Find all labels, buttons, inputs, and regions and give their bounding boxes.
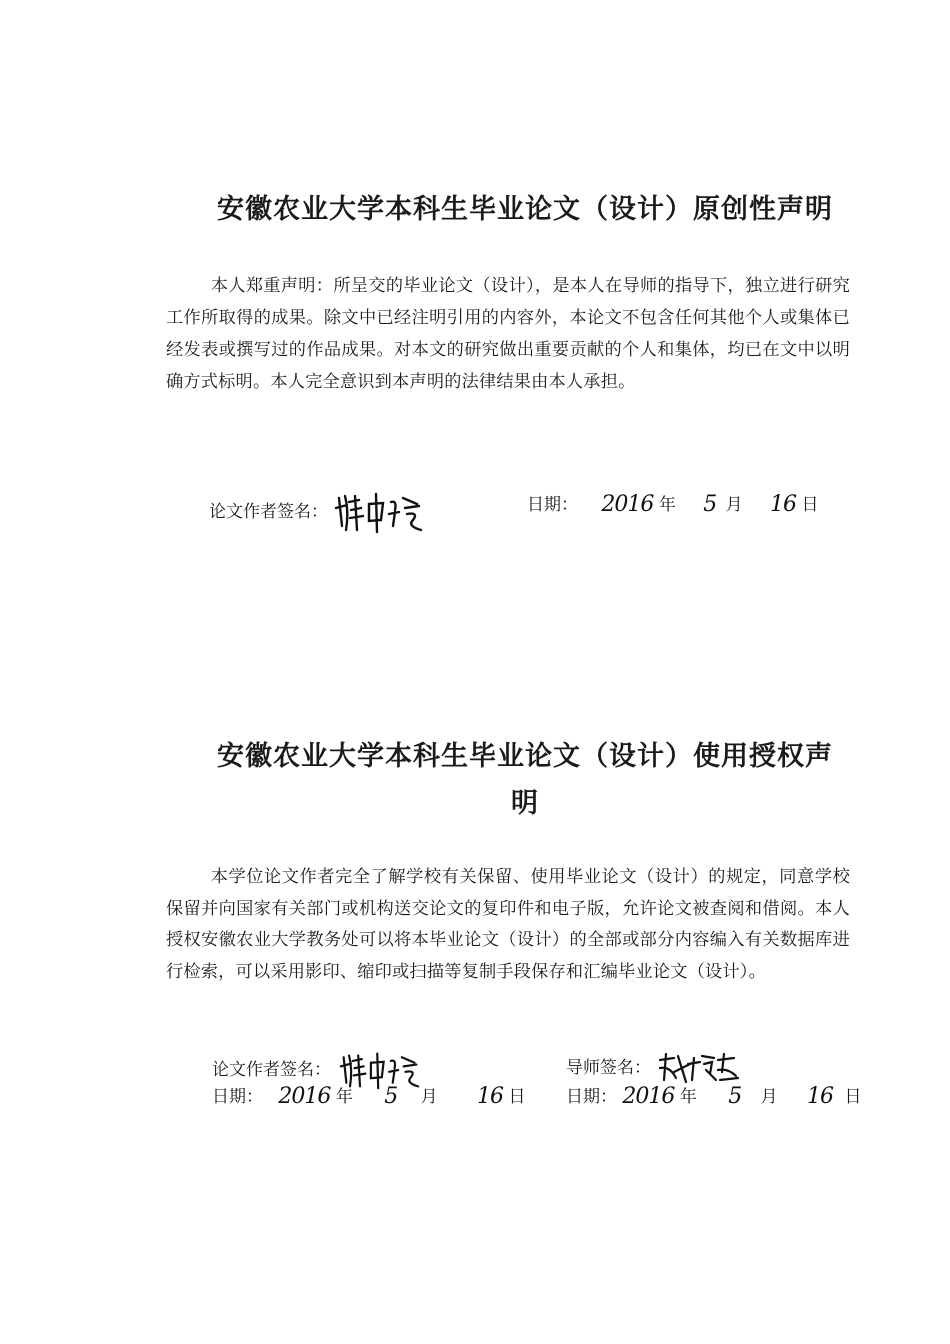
originality-body: 本人郑重声明：所呈交的毕业论文（设计），是本人在导师的指导下，独立进行研究工作所取得的成果。除文中已经注明引用的内容外，本论文不包含任何其他个人或集体已经发表或撰写过的作品成果。对本文的研究做出重要贡献的个人和集体，均已在文中以明确方式标明。本人完全意识到本声明的法律结果由本人承担。 — [166, 276, 850, 392]
handwritten-month: 5 — [728, 1084, 742, 1109]
advisor-date-line — [566, 1082, 861, 1112]
authorization-title-line1: 安徽农业大学本科生毕业论文（设计）使用授权声 — [217, 741, 833, 772]
advisor-handwritten-signature — [656, 1050, 740, 1086]
handwritten-month: 5 — [384, 1084, 398, 1109]
handwritten-day: 16 — [770, 492, 797, 517]
handwritten-day: 16 — [807, 1084, 834, 1109]
authorization-title-line2: 明 — [511, 788, 539, 819]
originality-author-signature-line — [209, 490, 425, 534]
day-unit: 日 — [844, 1087, 862, 1107]
date-label: 日期： — [566, 1087, 617, 1107]
handwritten-month: 5 — [703, 492, 717, 517]
authorization-body: 本学位论文作者完全了解学校有关保留、使用毕业论文（设计）的规定，同意学校保留并向国家有关部门或机构送交论文的复印件和电子版，允许论文被查阅和借阅。本人授权安徽农业大学教务处可以将本毕业论文（设计）的全部或部分内容编入有关数据库进行检索，可以采用影印、缩印或扫描等复制手段保存和汇编毕业论文（设计）。 — [166, 867, 850, 982]
handwritten-day: 16 — [477, 1084, 504, 1109]
year-unit: 年 — [335, 1087, 353, 1107]
author-signature-label: 论文作者签名： — [212, 1060, 331, 1080]
handwritten-year: 2016 — [278, 1084, 331, 1109]
originality-title: 安徽农业大学本科生毕业论文（设计）原创性声明 — [217, 194, 833, 225]
year-unit: 年 — [658, 495, 676, 515]
day-unit: 日 — [801, 495, 819, 515]
originality-date-line — [527, 490, 818, 520]
date-label: 日期： — [527, 495, 578, 515]
authorization-title — [180, 733, 870, 827]
day-unit: 日 — [508, 1087, 526, 1107]
author-signature-label: 论文作者签名： — [209, 502, 328, 522]
handwritten-year: 2016 — [622, 1084, 675, 1109]
handwritten-year: 2016 — [601, 492, 654, 517]
advisor-signature-label: 导师签名： — [566, 1058, 651, 1078]
month-unit: 月 — [420, 1087, 438, 1107]
author-handwritten-signature — [333, 490, 425, 534]
advisor-signature-line — [566, 1050, 740, 1086]
month-unit: 月 — [725, 495, 743, 515]
month-unit: 月 — [760, 1087, 778, 1107]
date-label: 日期： — [212, 1087, 263, 1107]
year-unit: 年 — [679, 1087, 697, 1107]
authorization-author-date-line — [212, 1082, 525, 1112]
